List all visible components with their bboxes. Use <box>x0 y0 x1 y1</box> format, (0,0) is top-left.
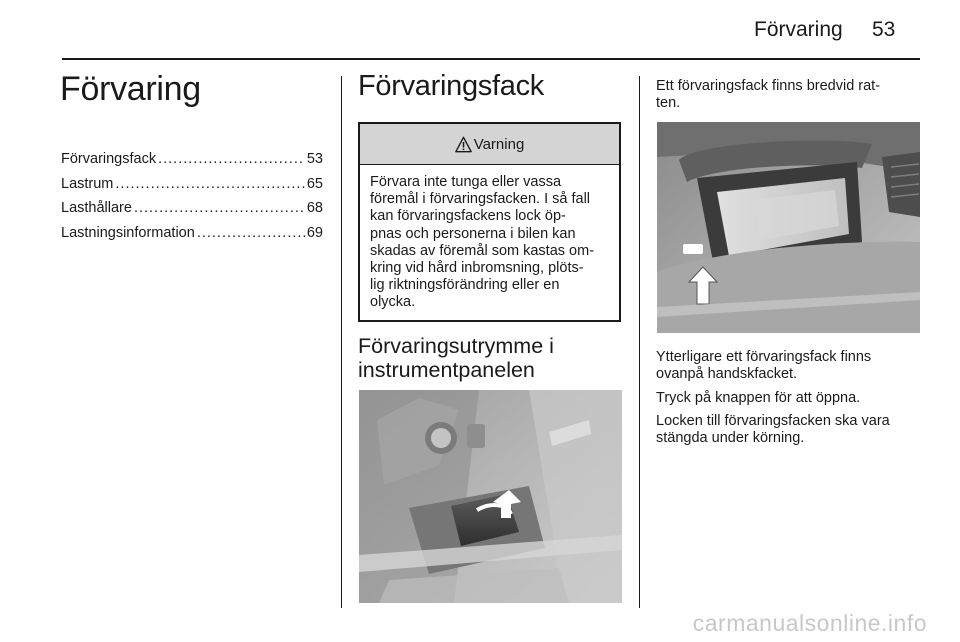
paragraph: Ytterligare ett förvaringsfack finns ovanpå handskfacket. <box>656 349 872 383</box>
warning-label: Varning <box>473 135 525 153</box>
toc-leader <box>158 151 305 168</box>
toc-leader <box>134 200 305 217</box>
paragraph: Locken till förvaringsfacken ska vara stängda under körning. <box>656 413 890 447</box>
column-divider <box>639 76 640 608</box>
toc-entry[interactable] <box>61 151 323 168</box>
toc-entry-label: Lastrum <box>61 175 114 192</box>
toc-entry-page: 53 <box>306 151 323 167</box>
toc-entry-label: Lastningsinformation <box>61 224 195 241</box>
column-divider <box>341 76 342 608</box>
toc-leader <box>197 225 305 242</box>
warning-box <box>358 122 621 322</box>
toc-entry-page: 65 <box>306 175 323 192</box>
section-title: Förvaringsfack <box>358 70 544 102</box>
subsection-title: Förvaringsutrymme i instrumentpanelen <box>358 334 554 382</box>
table-of-contents <box>61 151 323 249</box>
toc-leader <box>115 176 304 193</box>
toc-entry-page: 69 <box>306 224 323 241</box>
toc-entry[interactable] <box>61 176 323 193</box>
watermark: carmanualsonline.info <box>692 610 927 636</box>
toc-entry-label: Lasthållare <box>61 200 132 217</box>
header-rule <box>62 58 920 60</box>
steering-wheel-compartment-photo <box>657 122 920 333</box>
warning-header <box>360 124 619 165</box>
page-number: 53 <box>872 18 896 41</box>
paragraph: Tryck på knappen för att öppna. <box>656 390 861 406</box>
toc-entry[interactable] <box>61 200 323 217</box>
toc-entry-label: Förvaringsfack <box>61 151 157 167</box>
running-title: Förvaring <box>754 18 843 41</box>
chapter-title: Förvaring <box>60 70 201 108</box>
paragraph: Ett förvaringsfack finns bredvid rat- ten. <box>656 78 881 112</box>
toc-entry[interactable] <box>61 225 323 242</box>
dashboard-storage-photo <box>359 390 622 603</box>
warning-triangle-icon <box>455 136 472 153</box>
warning-text: Förvara inte tunga eller vassa föremål i förvaringsfacken. I så fall kan förvaringsfackens lock öp- pnas och personerna i bilen kan skadas av föremål som kastas om- kring vid hård inbromsning, plöts- lig riktningsförändring eller en olycka. <box>370 174 595 311</box>
toc-entry-page: 68 <box>306 200 323 217</box>
